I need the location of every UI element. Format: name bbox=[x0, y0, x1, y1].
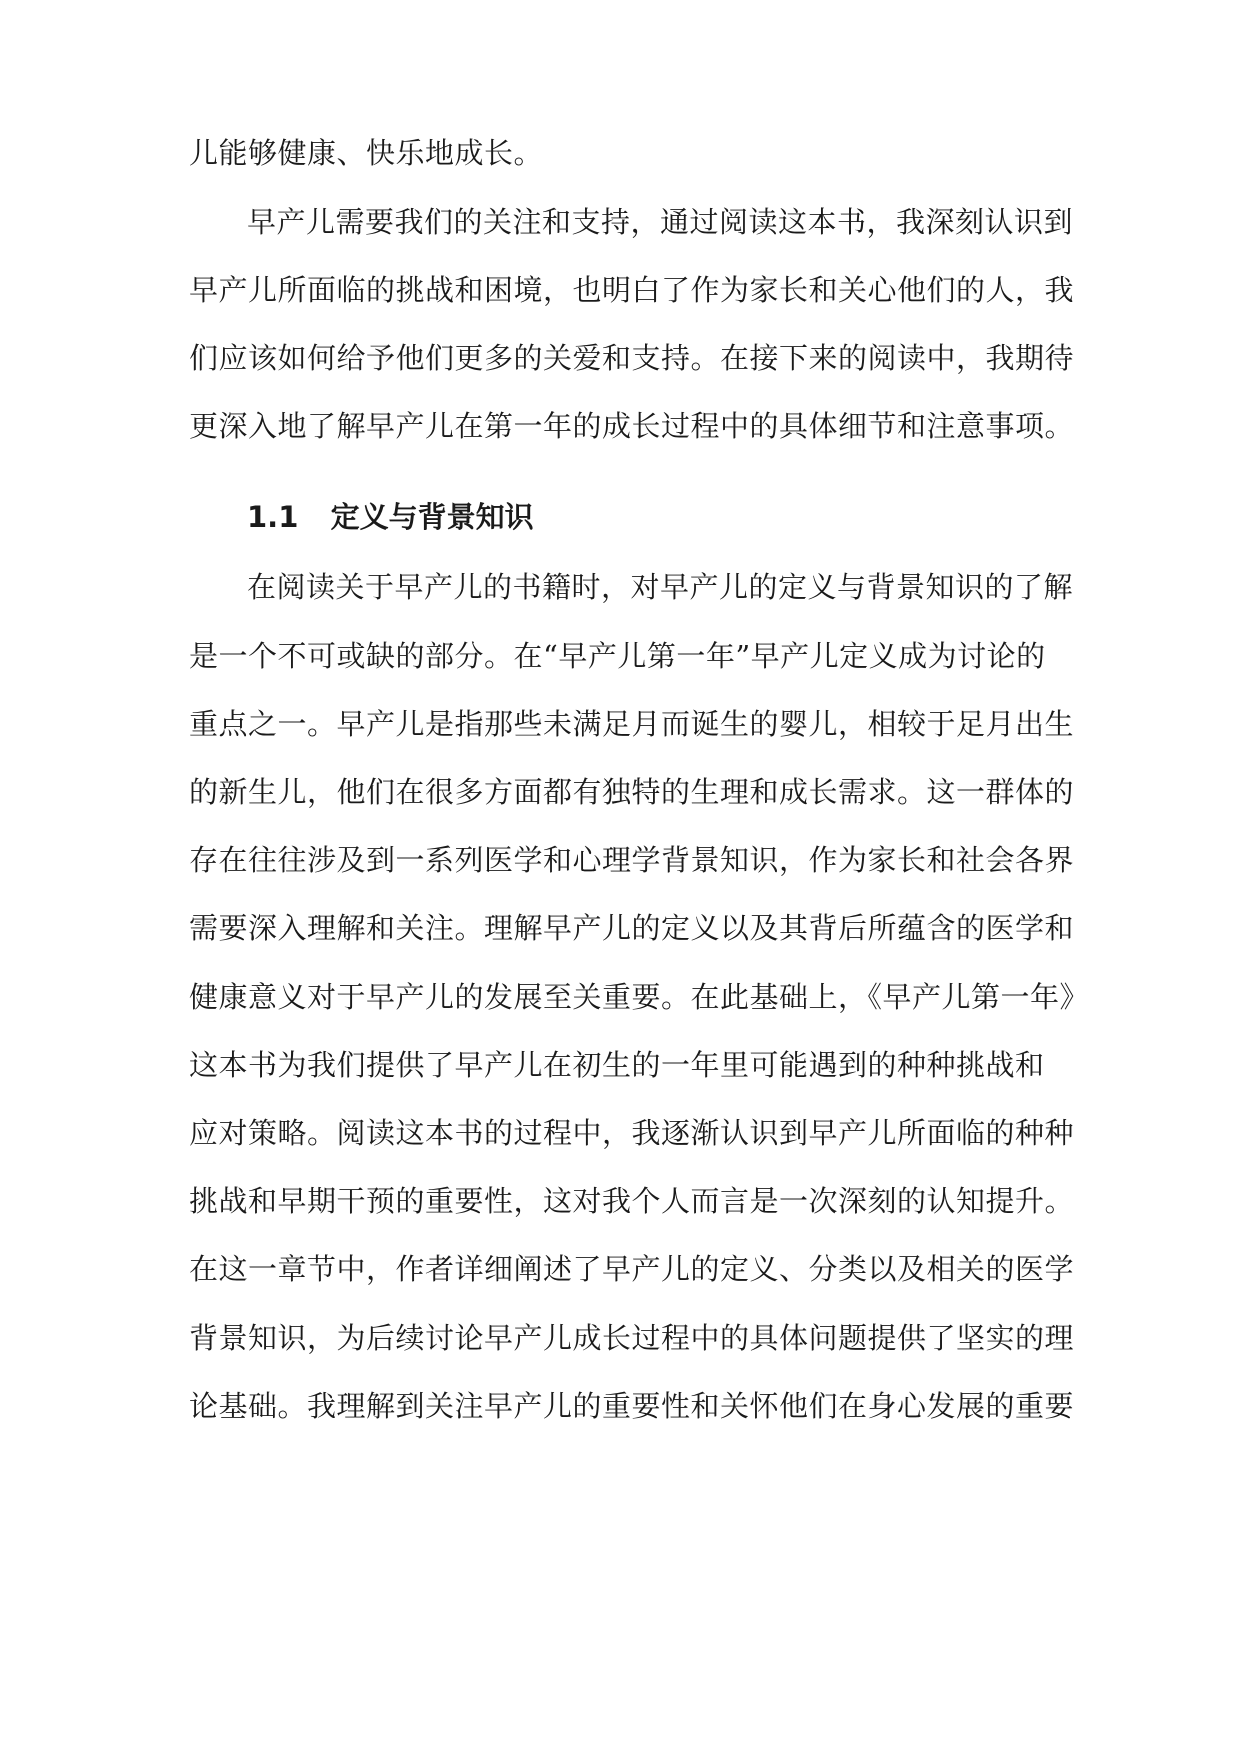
section-heading bbox=[247, 497, 534, 537]
paragraph-line: 早产儿需要我们的关注和支持，通过阅读这本书，我深刻认识到 bbox=[247, 205, 1074, 239]
section-body-line: 的新生儿，他们在很多方面都有独特的生理和成长需求。这一群体的 bbox=[189, 775, 1075, 809]
section-body-line: 应对策略。阅读这本书的过程中，我逐渐认识到早产儿所面临的种种 bbox=[189, 1116, 1075, 1150]
paragraph-line: 们应该如何给予他们更多的关爱和支持。在接下来的阅读中，我期待 bbox=[189, 341, 1075, 375]
section-body-line: 这本书为我们提供了早产儿在初生的一年里可能遇到的种种挑战和 bbox=[189, 1048, 1045, 1082]
section-body-line: 重点之一。早产儿是指那些未满足月而诞生的婴儿，相较于足月出生 bbox=[189, 707, 1075, 741]
section-body-line: 论基础。我理解到关注早产儿的重要性和关怀他们在身心发展的重要 bbox=[189, 1389, 1075, 1423]
section-title: 定义与背景知识 bbox=[330, 500, 534, 534]
section-body-line: 需要深入理解和关注。理解早产儿的定义以及其背后所蕴含的医学和 bbox=[189, 911, 1075, 945]
paragraph-line: 早产儿所面临的挑战和困境，也明白了作为家长和关心他们的人，我 bbox=[189, 273, 1075, 307]
paragraph-line: 儿能够健康、快乐地成长。 bbox=[189, 136, 544, 170]
section-body-line: 在这一章节中，作者详细阐述了早产儿的定义、分类以及相关的医学 bbox=[189, 1252, 1075, 1286]
section-body-line: 背景知识，为后续讨论早产儿成长过程中的具体问题提供了坚实的理 bbox=[189, 1321, 1075, 1355]
paragraph-line: 更深入地了解早产儿在第一年的成长过程中的具体细节和注意事项。 bbox=[189, 409, 1075, 443]
section-body-line: 挑战和早期干预的重要性，这对我个人而言是一次深刻的认知提升。 bbox=[189, 1184, 1075, 1218]
section-number: 1.1 bbox=[247, 500, 299, 534]
section-body-line: 存在往往涉及到一系列医学和心理学背景知识，作为家长和社会各界 bbox=[189, 843, 1075, 877]
section-body-line: 在阅读关于早产儿的书籍时，对早产儿的定义与背景知识的了解 bbox=[247, 570, 1074, 604]
section-body-line: 健康意义对于早产儿的发展至关重要。在此基础上，《早产儿第一年》 bbox=[189, 980, 1090, 1014]
section-body-line: 是一个不可或缺的部分。在“早产儿第一年”早产儿定义成为讨论的 bbox=[189, 639, 1046, 673]
